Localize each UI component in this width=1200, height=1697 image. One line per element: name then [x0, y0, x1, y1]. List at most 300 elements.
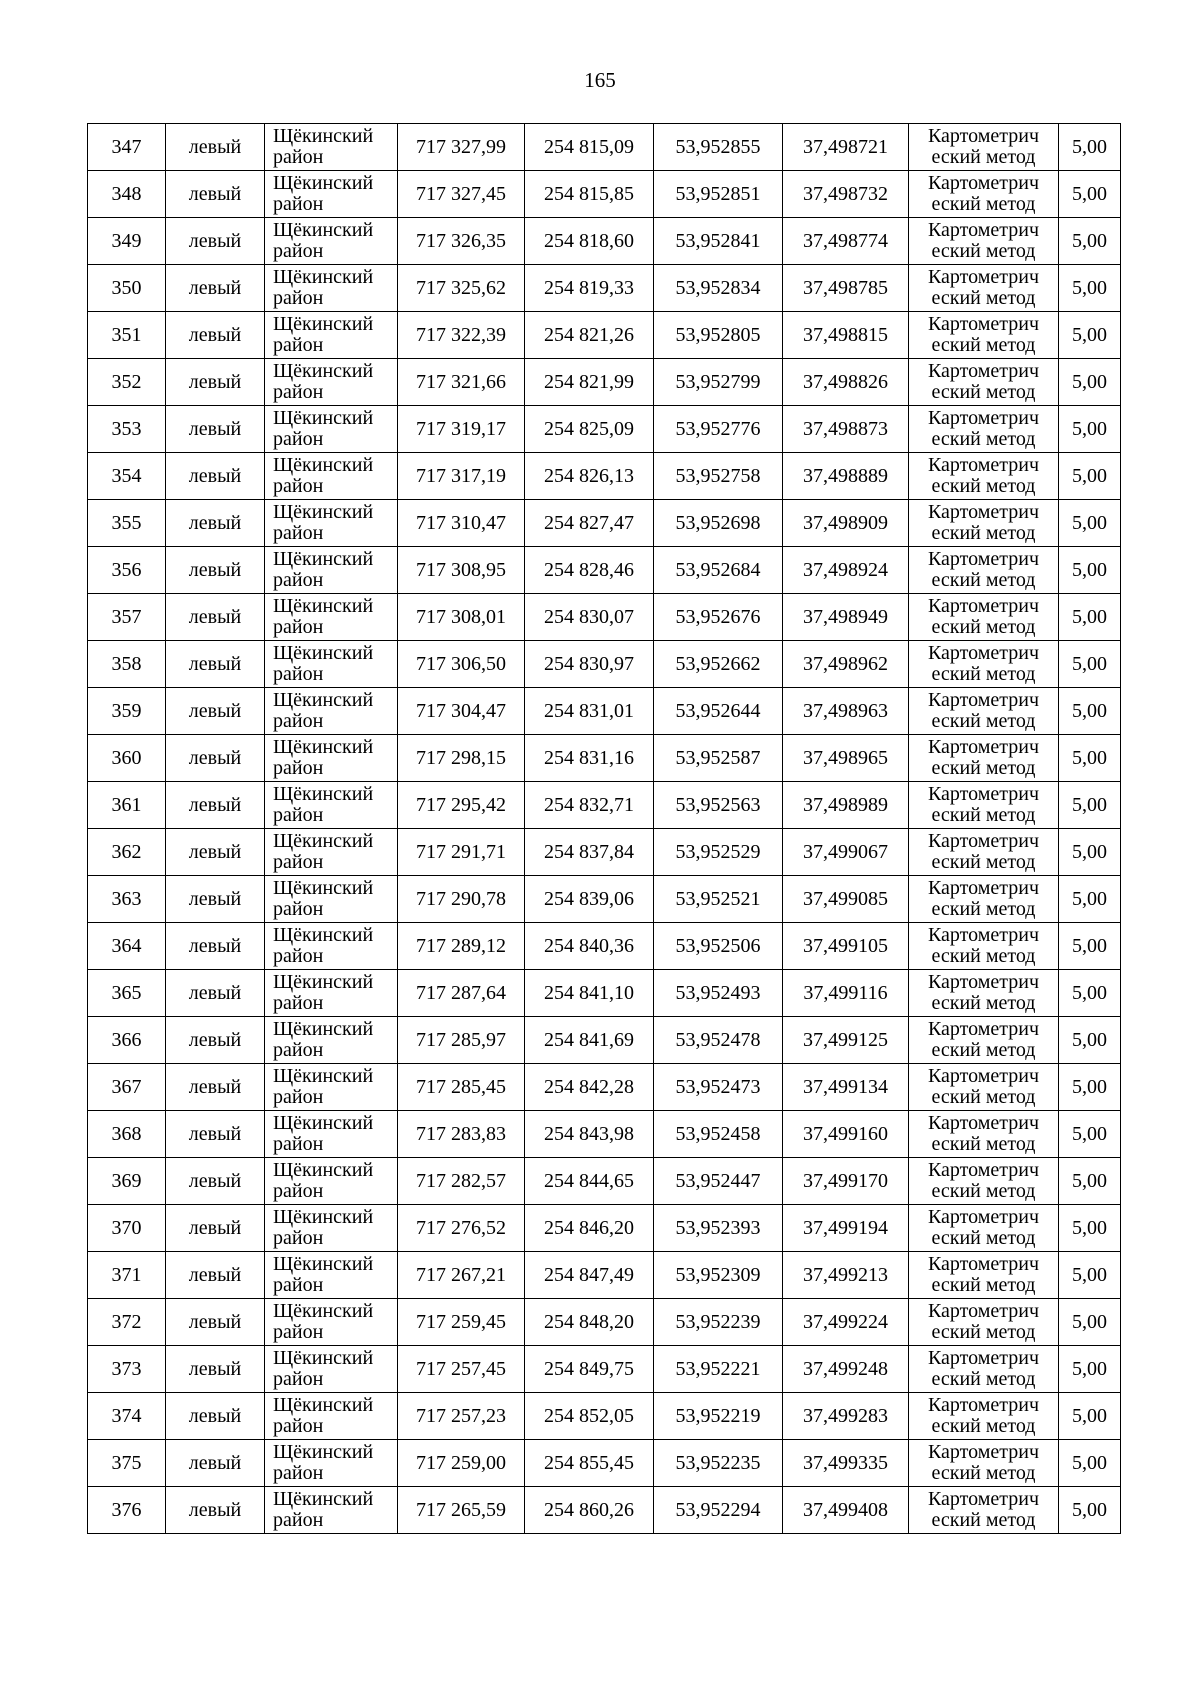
table-row	[88, 1393, 1121, 1440]
district-cell-line: район	[273, 287, 324, 309]
district-cell-line: район	[273, 898, 324, 920]
table-row	[88, 688, 1121, 735]
longitude-cell: 37,498815	[783, 312, 909, 359]
coord-x-cell: 717 257,45	[398, 1346, 525, 1393]
longitude-cell: 37,498965	[783, 735, 909, 782]
method-cell-line: еский метод	[931, 1086, 1036, 1108]
district-cell-line: район	[273, 1415, 324, 1437]
coord-y-cell: 254 825,09	[525, 406, 654, 453]
method-cell	[909, 1346, 1059, 1393]
method-cell-line: еский метод	[931, 193, 1036, 215]
method-cell-line: еский метод	[931, 1133, 1036, 1155]
method-cell-line: еский метод	[931, 1415, 1036, 1437]
longitude-cell: 37,498889	[783, 453, 909, 500]
method-cell	[909, 1252, 1059, 1299]
coord-y-cell: 254 852,05	[525, 1393, 654, 1440]
method-cell	[909, 500, 1059, 547]
district-cell-line: район	[273, 381, 324, 403]
district-cell-line: Щёкинский	[273, 595, 374, 617]
point-number-cell: 372	[88, 1299, 166, 1346]
latitude-cell: 53,952851	[654, 171, 783, 218]
accuracy-cell: 5,00	[1059, 218, 1121, 265]
table-row	[88, 1205, 1121, 1252]
latitude-cell: 53,952493	[654, 970, 783, 1017]
district-cell-line: Щёкинский	[273, 1159, 374, 1181]
coord-x-cell: 717 291,71	[398, 829, 525, 876]
accuracy-cell: 5,00	[1059, 124, 1121, 171]
method-cell	[909, 970, 1059, 1017]
point-number-cell: 367	[88, 1064, 166, 1111]
latitude-cell: 53,952758	[654, 453, 783, 500]
longitude-cell: 37,499160	[783, 1111, 909, 1158]
latitude-cell: 53,952698	[654, 500, 783, 547]
district-cell-line: район	[273, 1133, 324, 1155]
method-cell-line: Картометрич	[927, 313, 1040, 335]
district-cell-line: район	[273, 1509, 324, 1531]
latitude-cell: 53,952799	[654, 359, 783, 406]
side-cell: левый	[166, 1205, 265, 1252]
method-cell-line: Картометрич	[927, 219, 1040, 241]
method-cell-line: еский метод	[931, 146, 1036, 168]
method-cell	[909, 406, 1059, 453]
longitude-cell: 37,499194	[783, 1205, 909, 1252]
latitude-cell: 53,952676	[654, 594, 783, 641]
district-cell-line: Щёкинский	[273, 830, 374, 852]
table-row	[88, 1252, 1121, 1299]
district-cell	[265, 688, 398, 735]
accuracy-cell: 5,00	[1059, 1252, 1121, 1299]
method-cell-line: Картометрич	[927, 1159, 1040, 1181]
coord-x-cell: 717 289,12	[398, 923, 525, 970]
latitude-cell: 53,952587	[654, 735, 783, 782]
table-row	[88, 500, 1121, 547]
coord-y-cell: 254 839,06	[525, 876, 654, 923]
coord-y-cell: 254 849,75	[525, 1346, 654, 1393]
side-cell: левый	[166, 735, 265, 782]
accuracy-cell: 5,00	[1059, 547, 1121, 594]
district-cell-line: Щёкинский	[273, 877, 374, 899]
district-cell-line: район	[273, 146, 324, 168]
accuracy-cell: 5,00	[1059, 500, 1121, 547]
district-cell-line: район	[273, 1039, 324, 1061]
coord-y-cell: 254 827,47	[525, 500, 654, 547]
coord-y-cell: 254 828,46	[525, 547, 654, 594]
point-number-cell: 371	[88, 1252, 166, 1299]
table-row	[88, 735, 1121, 782]
coord-x-cell: 717 282,57	[398, 1158, 525, 1205]
side-cell: левый	[166, 876, 265, 923]
district-cell-line: Щёкинский	[273, 1441, 374, 1463]
side-cell: левый	[166, 1017, 265, 1064]
district-cell	[265, 735, 398, 782]
method-cell-line: еский метод	[931, 1180, 1036, 1202]
table-row	[88, 1158, 1121, 1205]
coord-y-cell: 254 821,26	[525, 312, 654, 359]
coord-y-cell: 254 844,65	[525, 1158, 654, 1205]
district-cell-line: район	[273, 945, 324, 967]
side-cell: левый	[166, 218, 265, 265]
accuracy-cell: 5,00	[1059, 594, 1121, 641]
point-number-cell: 350	[88, 265, 166, 312]
longitude-cell: 37,499224	[783, 1299, 909, 1346]
method-cell-line: Картометрич	[927, 736, 1040, 758]
method-cell-line: еский метод	[931, 1321, 1036, 1343]
table-row	[88, 406, 1121, 453]
district-cell-line: район	[273, 804, 324, 826]
district-cell-line: Щёкинский	[273, 783, 374, 805]
method-cell	[909, 735, 1059, 782]
method-cell-line: Картометрич	[927, 1018, 1040, 1040]
accuracy-cell: 5,00	[1059, 735, 1121, 782]
latitude-cell: 53,952834	[654, 265, 783, 312]
coord-x-cell: 717 295,42	[398, 782, 525, 829]
method-cell	[909, 171, 1059, 218]
district-cell-line: район	[273, 663, 324, 685]
method-cell-line: еский метод	[931, 757, 1036, 779]
longitude-cell: 37,498924	[783, 547, 909, 594]
longitude-cell: 37,498909	[783, 500, 909, 547]
method-cell	[909, 923, 1059, 970]
method-cell	[909, 1158, 1059, 1205]
longitude-cell: 37,499125	[783, 1017, 909, 1064]
coord-y-cell: 254 826,13	[525, 453, 654, 500]
district-cell-line: район	[273, 428, 324, 450]
accuracy-cell: 5,00	[1059, 406, 1121, 453]
method-cell-line: Картометрич	[927, 548, 1040, 570]
coord-y-cell: 254 815,85	[525, 171, 654, 218]
longitude-cell: 37,498989	[783, 782, 909, 829]
side-cell: левый	[166, 265, 265, 312]
district-cell	[265, 218, 398, 265]
method-cell-line: Картометрич	[927, 407, 1040, 429]
coord-x-cell: 717 317,19	[398, 453, 525, 500]
district-cell	[265, 124, 398, 171]
longitude-cell: 37,498732	[783, 171, 909, 218]
method-cell-line: еский метод	[931, 1368, 1036, 1390]
latitude-cell: 53,952684	[654, 547, 783, 594]
accuracy-cell: 5,00	[1059, 1440, 1121, 1487]
method-cell-line: Картометрич	[927, 1488, 1040, 1510]
method-cell	[909, 1299, 1059, 1346]
longitude-cell: 37,499408	[783, 1487, 909, 1534]
district-cell	[265, 359, 398, 406]
latitude-cell: 53,952221	[654, 1346, 783, 1393]
district-cell	[265, 1205, 398, 1252]
coord-y-cell: 254 846,20	[525, 1205, 654, 1252]
method-cell-line: еский метод	[931, 616, 1036, 638]
district-cell-line: Щёкинский	[273, 548, 374, 570]
method-cell-line: еский метод	[931, 240, 1036, 262]
latitude-cell: 53,952458	[654, 1111, 783, 1158]
accuracy-cell: 5,00	[1059, 1111, 1121, 1158]
table-row	[88, 312, 1121, 359]
accuracy-cell: 5,00	[1059, 1158, 1121, 1205]
side-cell: левый	[166, 1299, 265, 1346]
coord-x-cell: 717 319,17	[398, 406, 525, 453]
accuracy-cell: 5,00	[1059, 171, 1121, 218]
side-cell: левый	[166, 594, 265, 641]
accuracy-cell: 5,00	[1059, 1205, 1121, 1252]
coord-x-cell: 717 310,47	[398, 500, 525, 547]
method-cell-line: Картометрич	[927, 1253, 1040, 1275]
table-row	[88, 453, 1121, 500]
coord-x-cell: 717 259,00	[398, 1440, 525, 1487]
side-cell: левый	[166, 1111, 265, 1158]
accuracy-cell: 5,00	[1059, 1487, 1121, 1534]
district-cell-line: Щёкинский	[273, 407, 374, 429]
district-cell-line: район	[273, 1368, 324, 1390]
coord-y-cell: 254 841,10	[525, 970, 654, 1017]
table-row	[88, 876, 1121, 923]
longitude-cell: 37,499116	[783, 970, 909, 1017]
coord-y-cell: 254 837,84	[525, 829, 654, 876]
latitude-cell: 53,952393	[654, 1205, 783, 1252]
district-cell	[265, 453, 398, 500]
district-cell-line: район	[273, 616, 324, 638]
district-cell-line: район	[273, 1086, 324, 1108]
method-cell	[909, 1111, 1059, 1158]
latitude-cell: 53,952219	[654, 1393, 783, 1440]
method-cell-line: еский метод	[931, 428, 1036, 450]
coord-x-cell: 717 283,83	[398, 1111, 525, 1158]
table-row	[88, 594, 1121, 641]
district-cell-line: Щёкинский	[273, 1112, 374, 1134]
page-number: 165	[584, 68, 616, 92]
method-cell-line: еский метод	[931, 992, 1036, 1014]
accuracy-cell: 5,00	[1059, 641, 1121, 688]
method-cell	[909, 1440, 1059, 1487]
district-cell	[265, 1252, 398, 1299]
table-row	[88, 829, 1121, 876]
coord-x-cell: 717 322,39	[398, 312, 525, 359]
longitude-cell: 37,498774	[783, 218, 909, 265]
latitude-cell: 53,952239	[654, 1299, 783, 1346]
accuracy-cell: 5,00	[1059, 688, 1121, 735]
point-number-cell: 374	[88, 1393, 166, 1440]
accuracy-cell: 5,00	[1059, 782, 1121, 829]
district-cell-line: Щёкинский	[273, 125, 374, 147]
longitude-cell: 37,499134	[783, 1064, 909, 1111]
coord-x-cell: 717 287,64	[398, 970, 525, 1017]
district-cell	[265, 1064, 398, 1111]
district-cell	[265, 1440, 398, 1487]
coord-y-cell: 254 831,01	[525, 688, 654, 735]
latitude-cell: 53,952529	[654, 829, 783, 876]
district-cell-line: район	[273, 569, 324, 591]
side-cell: левый	[166, 782, 265, 829]
point-number-cell: 364	[88, 923, 166, 970]
district-cell-line: район	[273, 1180, 324, 1202]
coord-y-cell: 254 832,71	[525, 782, 654, 829]
method-cell-line: еский метод	[931, 663, 1036, 685]
district-cell-line: Щёкинский	[273, 313, 374, 335]
latitude-cell: 53,952521	[654, 876, 783, 923]
method-cell-line: еский метод	[931, 1509, 1036, 1531]
district-cell-line: Щёкинский	[273, 172, 374, 194]
district-cell	[265, 1487, 398, 1534]
method-cell	[909, 453, 1059, 500]
method-cell-line: еский метод	[931, 851, 1036, 873]
district-cell	[265, 829, 398, 876]
side-cell: левый	[166, 1158, 265, 1205]
point-number-cell: 368	[88, 1111, 166, 1158]
coord-x-cell: 717 285,97	[398, 1017, 525, 1064]
method-cell-line: Картометрич	[927, 830, 1040, 852]
coord-y-cell: 254 847,49	[525, 1252, 654, 1299]
method-cell-line: Картометрич	[927, 172, 1040, 194]
point-number-cell: 355	[88, 500, 166, 547]
table-row	[88, 970, 1121, 1017]
side-cell: левый	[166, 970, 265, 1017]
method-cell-line: еский метод	[931, 710, 1036, 732]
district-cell	[265, 641, 398, 688]
table-row	[88, 1111, 1121, 1158]
longitude-cell: 37,498873	[783, 406, 909, 453]
point-number-cell: 365	[88, 970, 166, 1017]
district-cell	[265, 312, 398, 359]
accuracy-cell: 5,00	[1059, 265, 1121, 312]
table-row	[88, 1017, 1121, 1064]
district-cell	[265, 594, 398, 641]
method-cell-line: Картометрич	[927, 360, 1040, 382]
latitude-cell: 53,952805	[654, 312, 783, 359]
district-cell	[265, 171, 398, 218]
district-cell-line: Щёкинский	[273, 1394, 374, 1416]
longitude-cell: 37,499067	[783, 829, 909, 876]
district-cell	[265, 1111, 398, 1158]
coord-x-cell: 717 265,59	[398, 1487, 525, 1534]
district-cell	[265, 876, 398, 923]
district-cell-line: Щёкинский	[273, 1347, 374, 1369]
point-number-cell: 360	[88, 735, 166, 782]
latitude-cell: 53,952506	[654, 923, 783, 970]
coord-y-cell: 254 831,16	[525, 735, 654, 782]
table-row	[88, 923, 1121, 970]
method-cell-line: Картометрич	[927, 877, 1040, 899]
coord-x-cell: 717 276,52	[398, 1205, 525, 1252]
point-number-cell: 361	[88, 782, 166, 829]
coord-x-cell: 717 285,45	[398, 1064, 525, 1111]
district-cell-line: район	[273, 757, 324, 779]
side-cell: левый	[166, 359, 265, 406]
side-cell: левый	[166, 1252, 265, 1299]
district-cell-line: район	[273, 240, 324, 262]
method-cell-line: еский метод	[931, 945, 1036, 967]
coord-x-cell: 717 259,45	[398, 1299, 525, 1346]
district-cell-line: Щёкинский	[273, 360, 374, 382]
point-number-cell: 358	[88, 641, 166, 688]
coordinates-table	[87, 123, 1121, 1534]
table-row	[88, 641, 1121, 688]
side-cell: левый	[166, 312, 265, 359]
point-number-cell: 373	[88, 1346, 166, 1393]
district-cell	[265, 782, 398, 829]
district-cell	[265, 1346, 398, 1393]
table-row	[88, 1487, 1121, 1534]
method-cell	[909, 218, 1059, 265]
method-cell-line: еский метод	[931, 569, 1036, 591]
latitude-cell: 53,952841	[654, 218, 783, 265]
method-cell-line: еский метод	[931, 1274, 1036, 1296]
point-number-cell: 347	[88, 124, 166, 171]
district-cell	[265, 970, 398, 1017]
table-row	[88, 1064, 1121, 1111]
coord-x-cell: 717 290,78	[398, 876, 525, 923]
method-cell-line: еский метод	[931, 381, 1036, 403]
accuracy-cell: 5,00	[1059, 312, 1121, 359]
district-cell	[265, 1158, 398, 1205]
method-cell-line: еский метод	[931, 522, 1036, 544]
accuracy-cell: 5,00	[1059, 359, 1121, 406]
coord-y-cell: 254 843,98	[525, 1111, 654, 1158]
longitude-cell: 37,499335	[783, 1440, 909, 1487]
district-cell-line: район	[273, 851, 324, 873]
district-cell-line: Щёкинский	[273, 736, 374, 758]
latitude-cell: 53,952855	[654, 124, 783, 171]
longitude-cell: 37,498962	[783, 641, 909, 688]
district-cell	[265, 1017, 398, 1064]
coord-x-cell: 717 308,01	[398, 594, 525, 641]
point-number-cell: 363	[88, 876, 166, 923]
district-cell-line: Щёкинский	[273, 924, 374, 946]
method-cell	[909, 641, 1059, 688]
method-cell-line: Картометрич	[927, 642, 1040, 664]
coord-y-cell: 254 848,20	[525, 1299, 654, 1346]
longitude-cell: 37,499170	[783, 1158, 909, 1205]
accuracy-cell: 5,00	[1059, 1299, 1121, 1346]
district-cell-line: Щёкинский	[273, 454, 374, 476]
method-cell-line: еский метод	[931, 1227, 1036, 1249]
district-cell-line: район	[273, 522, 324, 544]
district-cell-line: Щёкинский	[273, 1253, 374, 1275]
table-row	[88, 1346, 1121, 1393]
coord-x-cell: 717 325,62	[398, 265, 525, 312]
district-cell	[265, 265, 398, 312]
side-cell: левый	[166, 1440, 265, 1487]
method-cell-line: еский метод	[931, 1039, 1036, 1061]
district-cell-line: Щёкинский	[273, 689, 374, 711]
longitude-cell: 37,498826	[783, 359, 909, 406]
method-cell	[909, 782, 1059, 829]
point-number-cell: 353	[88, 406, 166, 453]
method-cell-line: еский метод	[931, 1462, 1036, 1484]
latitude-cell: 53,952447	[654, 1158, 783, 1205]
latitude-cell: 53,952644	[654, 688, 783, 735]
point-number-cell: 369	[88, 1158, 166, 1205]
side-cell: левый	[166, 453, 265, 500]
method-cell-line: еский метод	[931, 287, 1036, 309]
coord-y-cell: 254 818,60	[525, 218, 654, 265]
latitude-cell: 53,952776	[654, 406, 783, 453]
district-cell	[265, 406, 398, 453]
longitude-cell: 37,499213	[783, 1252, 909, 1299]
district-cell-line: район	[273, 992, 324, 1014]
table-row	[88, 1299, 1121, 1346]
method-cell-line: еский метод	[931, 804, 1036, 826]
method-cell	[909, 1487, 1059, 1534]
latitude-cell: 53,952235	[654, 1440, 783, 1487]
longitude-cell: 37,499283	[783, 1393, 909, 1440]
method-cell	[909, 829, 1059, 876]
method-cell	[909, 312, 1059, 359]
coord-x-cell: 717 321,66	[398, 359, 525, 406]
method-cell-line: Картометрич	[927, 595, 1040, 617]
latitude-cell: 53,952473	[654, 1064, 783, 1111]
district-cell-line: Щёкинский	[273, 642, 374, 664]
coord-x-cell: 717 267,21	[398, 1252, 525, 1299]
point-number-cell: 376	[88, 1487, 166, 1534]
coord-x-cell: 717 327,99	[398, 124, 525, 171]
